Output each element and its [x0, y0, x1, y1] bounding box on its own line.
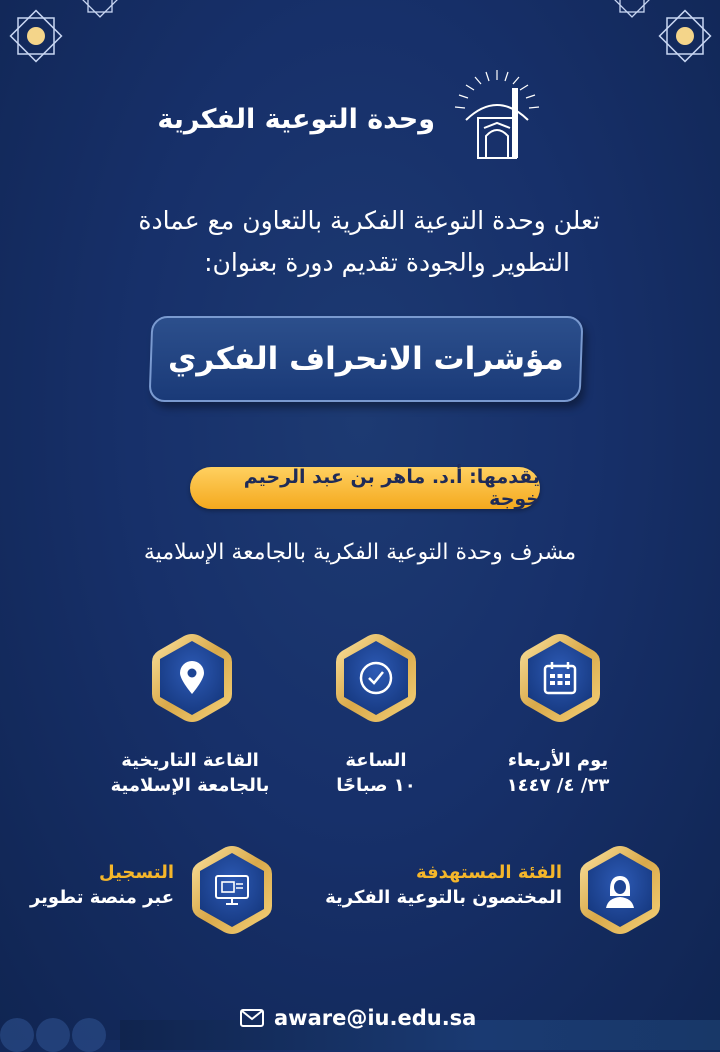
- footer-dots: [0, 1018, 130, 1048]
- footer-dot: [36, 1018, 70, 1052]
- footer-dot: [72, 1018, 106, 1052]
- calendar-badge: [516, 630, 604, 726]
- decorative-star-ornament: [5, 5, 67, 67]
- audience-info: [325, 860, 562, 910]
- registration-info: [30, 860, 174, 910]
- decorative-star-ornament: [80, 0, 120, 20]
- mail-icon: [240, 1009, 264, 1027]
- intro-line-2: التطوير والجودة تقديم دورة بعنوان:: [204, 248, 570, 277]
- date-value: ٢٣/ ٤/ ١٤٤٧: [506, 775, 610, 796]
- location-pin-icon: [172, 658, 212, 698]
- audience-badge: [576, 842, 664, 938]
- header: [0, 68, 720, 168]
- clock-icon: [356, 658, 396, 698]
- registration-value: عبر منصة تطوير: [29, 887, 174, 908]
- person-icon: [600, 870, 640, 910]
- footer-dot: [0, 1018, 34, 1052]
- time-value: ١٠ صباحًا: [336, 775, 416, 796]
- audience-value: المختصون بالتوعية الفكرية: [325, 887, 562, 908]
- venue-location: بالجامعة الإسلامية: [110, 775, 270, 796]
- decorative-star-ornament: [612, 0, 652, 20]
- date-info: [458, 748, 658, 798]
- registration-badge: [188, 842, 276, 938]
- presenter-role: مشرف وحدة التوعية الفكرية بالجامعة الإسلامية: [143, 540, 577, 565]
- university-logo-icon: [448, 68, 546, 166]
- contact-email[interactable]: [240, 1006, 476, 1030]
- org-title: وحدة التوعية الفكرية: [157, 104, 435, 135]
- registration-label: التسجيل: [99, 862, 174, 883]
- time-info: [276, 748, 476, 798]
- audience-label: الفئة المستهدفة: [415, 862, 562, 883]
- registration-screen-icon: [212, 870, 252, 910]
- clock-badge: [332, 630, 420, 726]
- date-day: يوم الأربعاء: [507, 750, 609, 771]
- time-label: الساعة: [345, 750, 407, 771]
- course-title-box: [148, 316, 583, 402]
- presenter-badge: يقدمها: أ.د. ماهر بن عبد الرحيم خوجة: [190, 467, 540, 509]
- calendar-icon: [540, 658, 580, 698]
- decorative-star-ornament: [654, 5, 716, 67]
- venue-name: القاعة التاريخية: [121, 750, 259, 771]
- intro-text: [60, 200, 600, 284]
- intro-line-1: تعلن وحدة التوعية الفكرية بالتعاون مع عمادة: [138, 206, 600, 235]
- email-text[interactable]: aware@iu.edu.sa: [274, 1006, 477, 1030]
- course-title: مؤشرات الانحراف الفكري: [168, 341, 564, 377]
- location-badge: [148, 630, 236, 726]
- venue-info: [90, 748, 290, 798]
